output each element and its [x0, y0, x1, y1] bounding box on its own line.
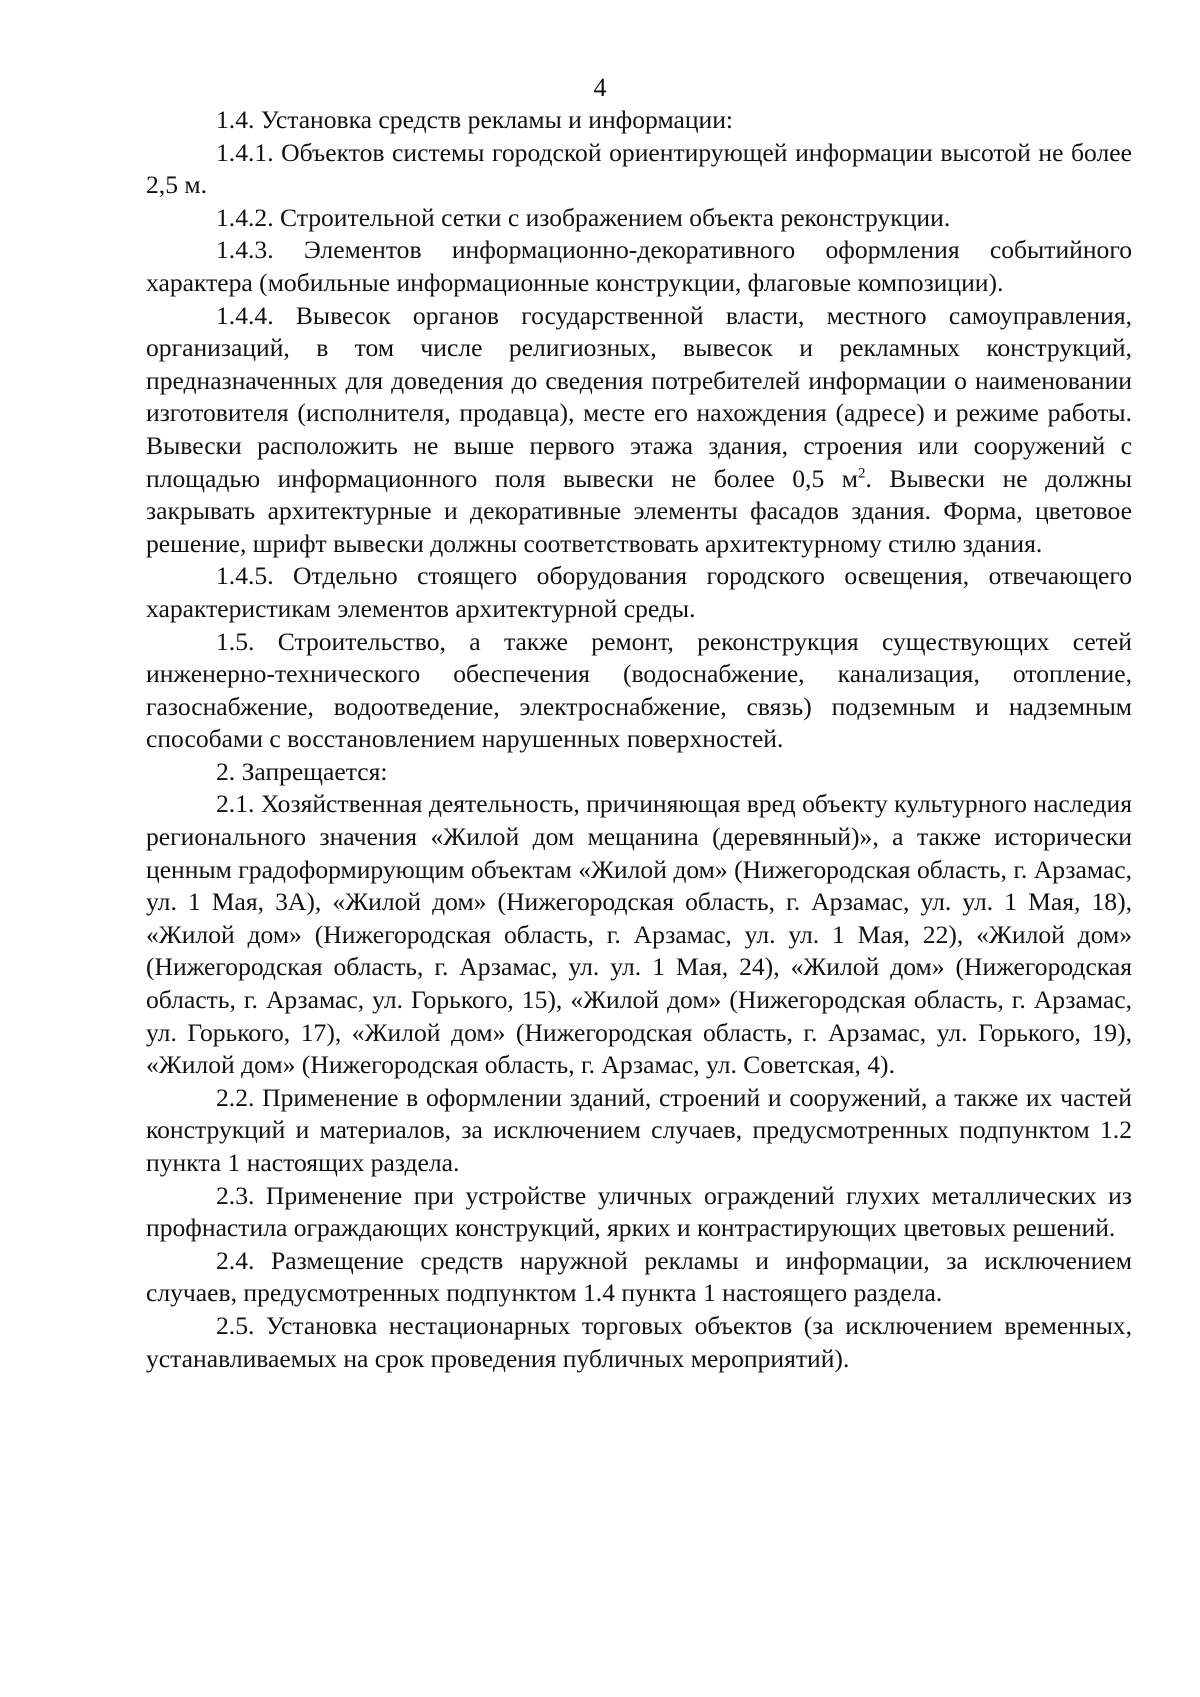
- paragraph-1-4-3: 1.4.3. Элементов информационно-декоративного оформления событийного характера (мобильные информационные конструкции, флаговые композиции).: [146, 235, 1132, 297]
- paragraph-2-2: 2.2. Применение в оформлении зданий, строений и сооружений, а также их частей конструкций и материалов, за исключением случаев, предусмотренных подпунктом 1.2 пункта 1 настоящих раздела.: [146, 1082, 1132, 1177]
- paragraph-1-4-2: 1.4.2. Строительной сетки с изображением объекта реконструкции.: [216, 202, 951, 232]
- paragraph-1-5: 1.5. Строительство, а также ремонт, реконструкция существующих сетей инженерно-технического обеспечения (водоснабжение, канализация, отопление, газоснабжение, водоотведение, электроснабжение, связь) подземным и надземным способами с восстановлением нарушенных поверхностей.: [146, 626, 1132, 754]
- square-meter-superscript: 2: [857, 465, 866, 481]
- paragraph-1-4: 1.4. Установка средств рекламы и информации:: [216, 105, 734, 134]
- paragraph-2: 2. Запрещается:: [216, 756, 388, 786]
- paragraph-1-4-4: [146, 300, 1132, 561]
- paragraph-2-4: 2.4. Размещение средств наружной рекламы и информации, за исключением случаев, предусмотренных подпунктом 1.4 пункта 1 настоящего раздела.: [146, 1245, 1132, 1308]
- page-number: 4: [593, 73, 607, 102]
- paragraph-1-4-4-text: 1.4.4. Вывесок органов государственной власти, местного самоуправления, организаций, в том числе религиозных, вывесок и рекламных конструкций, предназначенных для доведения до сведения потребителей информации о наименовании изготовителя (исполнителя, продавца), месте его нахождения (адресе) и режиме работы. Вывески расположить не выше первого этажа здания, строения или сооружений с площадью информационного поля вывески не более 0,5 м: [146, 300, 1132, 493]
- paragraph-2-3: 2.3. Применение при устройстве уличных ограждений глухих металлических из профнастила ограждающих конструкций, ярких и контрастирующих цветовых решений.: [146, 1180, 1132, 1243]
- paragraph-1-4-5: 1.4.5. Отдельно стоящего оборудования городского освещения, отвечающего характеристикам элементов архитектурной среды.: [146, 561, 1132, 623]
- paragraph-2-1: 2.1. Хозяйственная деятельность, причиняющая вред объекту культурного наследия регионального значения «Жилой дом мещанина (деревянный)», а также исторически ценным градоформирующим объектам «Жилой дом» (Нижегородская область, г. Арзамас, ул. 1 Мая, 3А), «Жилой дом» (Нижегородская область, г. Арзамас, ул. ул. 1 Мая, 18), «Жилой дом» (Нижегородская область, г. Арзамас, ул. ул. 1 Мая, 22), «Жилой дом» (Нижегородская область, г. Арзамас, ул. ул. 1 Мая, 24), «Жилой дом» (Нижегородская область, г. Арзамас, ул. Горького, 15), «Жилой дом» (Нижегородская область, г. Арзамас, ул. Горького, 17), «Жилой дом» (Нижегородская область, г. Арзамас, ул. Горького, 19), «Жилой дом» (Нижегородская область, г. Арзамас, ул. Советская, 4).: [146, 789, 1132, 1080]
- paragraph-1-4-4-tail: . Вывески не должны закрывать архитектурные и декоративные элементы фасадов здания. Форма, цветовое решение, шрифт вывески должны соответствовать архитектурному стилю здания.: [146, 463, 1132, 558]
- paragraph-1-4-1: 1.4.1. Объектов системы городской ориентирующей информации высотой не более 2,5 м.: [146, 137, 1132, 200]
- paragraph-2-5: 2.5. Установка нестационарных торговых объектов (за исключением временных, устанавливаемых на срок проведения публичных мероприятий).: [146, 1310, 1132, 1373]
- document-body: [146, 104, 1132, 1375]
